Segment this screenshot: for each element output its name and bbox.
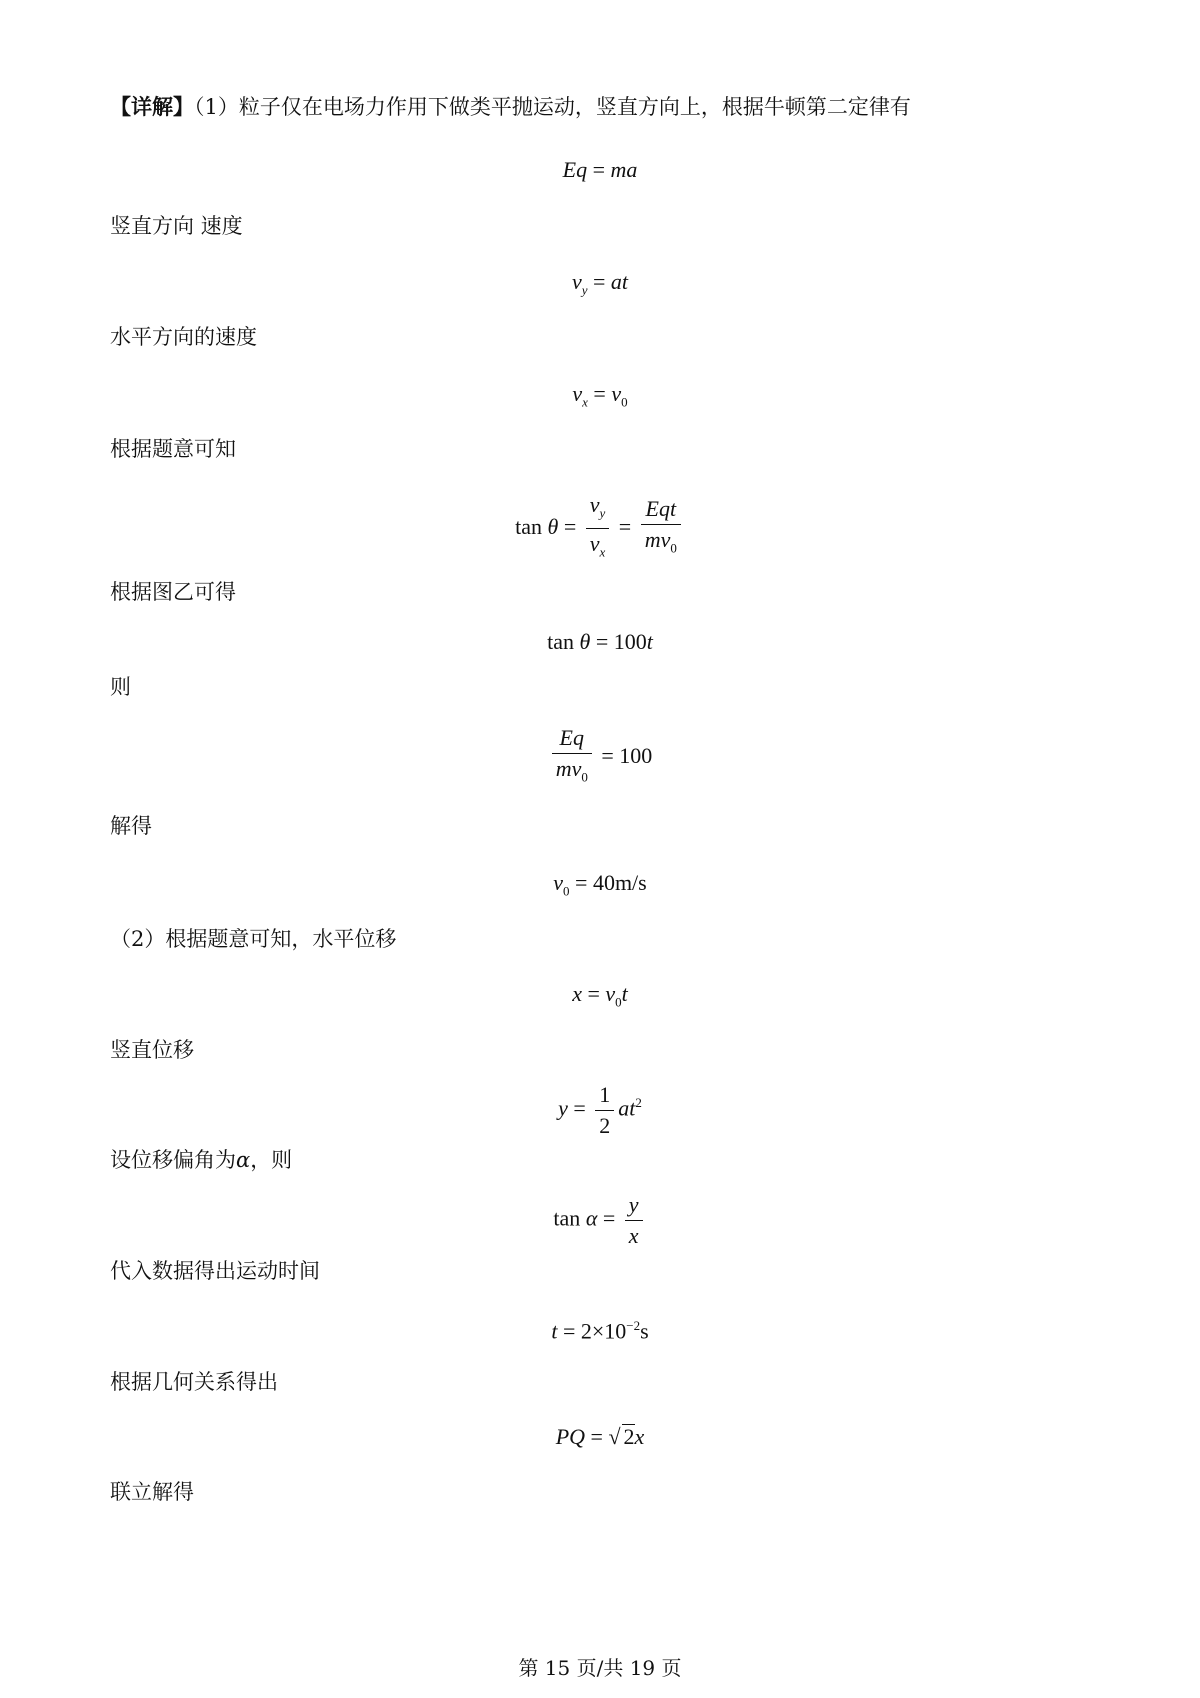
paragraph-1 [110, 93, 911, 121]
detail-heading-mark: 【详解】 [110, 94, 194, 119]
paragraph-4: 根据题意可知 [110, 437, 236, 461]
fraction-one-half: $\frac{1}{2}$ [595, 1080, 614, 1141]
formula-horizontal-velocity: $v_x = v_0$ [572, 381, 628, 410]
paragraph-7: 解得 [110, 814, 152, 838]
page-footer: 第 15 页/共 19 页 [518, 1656, 682, 1680]
formula-ratio-100: $\frac{Eq}{mv_0}$ = 100 [300, 723, 900, 792]
paragraph-8: （2）根据题意可知，水平位移 [110, 927, 397, 951]
formula-vertical-velocity: $v_y$ = at [571, 269, 629, 298]
fraction-eq-mv0: $\frac{Eq}{mv_0}$ [552, 723, 592, 792]
formula-time-result: $t = 2\times 10^{-2}s$ [551, 1318, 649, 1344]
formula-tan-alpha: tan α = $\frac{y}{x}$ [300, 1190, 900, 1251]
formula-vertical-displacement: y = $\frac{1}{2}$ $at^2$ [300, 1080, 900, 1141]
fraction-vy-vx: $\frac{v_y}{v_x}$ [586, 490, 610, 568]
paragraph-9: 竖直位移 [110, 1038, 194, 1062]
formula-horizontal-displacement: $x = v_0t$ [572, 981, 628, 1010]
formula-tan-theta-graph: tan θ = 100t [547, 629, 653, 654]
paragraph-12: 根据几何关系得出 [110, 1370, 278, 1394]
fraction-eqt-mv0: $\frac{\text{Eqt}}{mv_0}$ [641, 494, 681, 563]
fraction-y-x: $\frac{y}{x}$ [625, 1190, 643, 1251]
paragraph-5: 根据图乙可得 [110, 580, 236, 604]
paragraph-13: 联立解得 [110, 1480, 194, 1504]
sqrt-sign: √ [608, 1424, 621, 1449]
formula-v0-result: $v_0 = 40m/s$ [553, 870, 647, 899]
paragraph-10: 设位移偏角为α，则 [110, 1148, 293, 1172]
formula-newton: Eq = ma [562, 157, 638, 182]
paragraph-2: 竖直方向 速度 [110, 214, 243, 238]
paragraph-3: 水平方向的速度 [110, 325, 257, 349]
paragraph-1-text: （1）粒子仅在电场力作用下做类平抛运动，竖直方向上，根据牛顿第二定律有 [194, 95, 911, 119]
paragraph-6: 则 [110, 675, 131, 699]
formula-tan-theta-fraction: tan θ = $\frac{v_y}{v_x}$ = $\frac{\text{Eqt}}{mv_0}$ [300, 490, 900, 568]
formula-pq: PQ = √ 2x [555, 1424, 645, 1449]
paragraph-11: 代入数据得出运动时间 [110, 1259, 320, 1283]
